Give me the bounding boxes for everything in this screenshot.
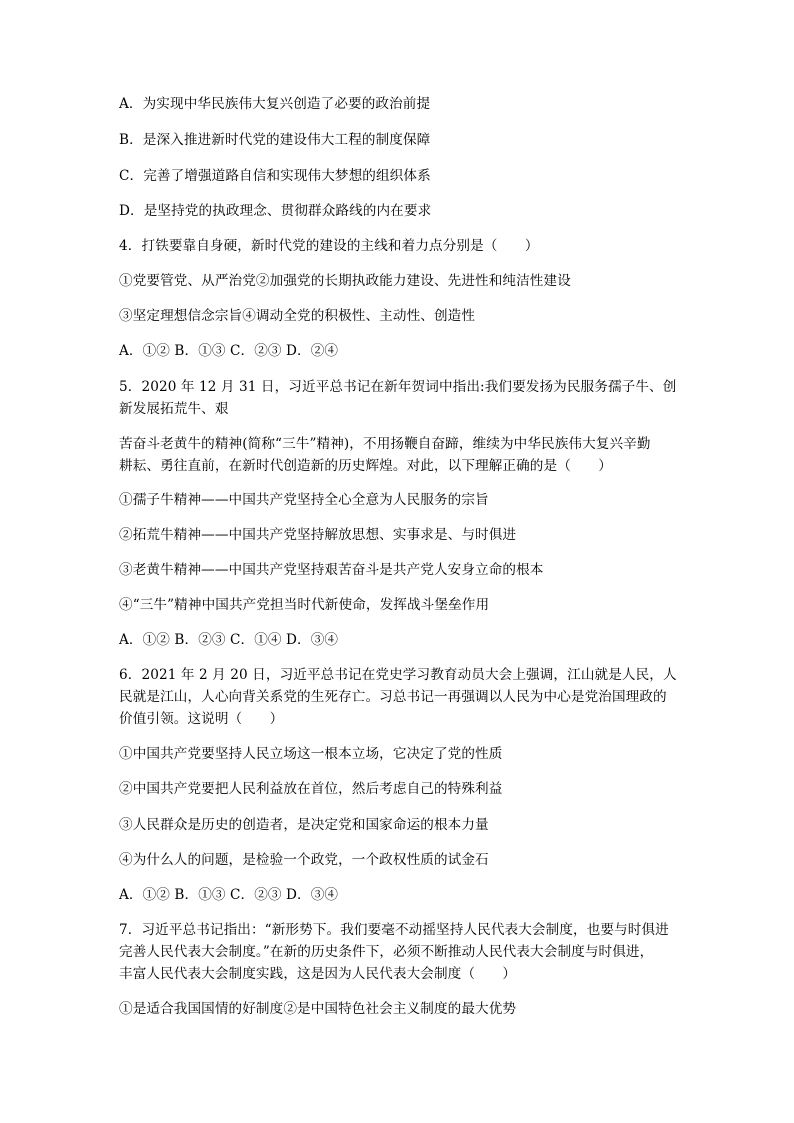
q3-option-a: A．为实现中华民族伟大复兴创造了必要的政治前提	[119, 96, 431, 112]
q6-options: A．①② B．①③ C．②③ D．③④	[119, 887, 339, 903]
q5-stem-line-1: 5．2020 年 12 月 31 日，习近平总书记在新年贺词中指出:我们要发扬为民服务孺子牛、创	[119, 379, 677, 395]
q6-stem-line-3: 价值引领。这说明（ ）	[119, 711, 284, 727]
q3-option-d: D．是坚持党的执政理念、贯彻群众路线的内在要求	[119, 203, 432, 219]
q6-stem-line-1: 6．2021 年 2 月 20 日，习近平总书记在党史学习教育动员大会上强调，江山就是人民，人	[119, 667, 677, 683]
q7-stem-line-3: 丰富人民代表大会制度实践，这是因为人民代表大会制度（ ）	[119, 966, 517, 982]
q3-option-b: B．是深入推进新时代党的建设伟大工程的制度保障	[119, 132, 431, 148]
q5-options: A．①② B．②③ C．①④ D．③④	[119, 632, 339, 648]
q4-options: A．①② B．①③ C．②③ D．②④	[119, 343, 339, 359]
q5-item-1: ①孺子牛精神——中国共产党坚持全心全意为人民服务的宗旨	[119, 492, 489, 508]
q5-item-2: ②拓荒牛精神——中国共产党坚持解放思想、实事求是、与时俱进	[119, 527, 517, 543]
q6-item-4: ④为什么人的问题，是检验一个政党，一个政权性质的试金石	[119, 852, 489, 868]
q5-stem-line-2: 新发展拓荒牛、艰	[119, 401, 229, 417]
q6-item-2: ②中国共产党要把人民利益放在首位，然后考虑自己的特殊利益	[119, 781, 503, 797]
q5-stem-line-3: 苦奋斗老黄牛的精神(简称“三牛”精神)，不用扬鞭自奋蹄，维续为中华民族伟大复兴辛勤	[119, 436, 651, 452]
q5-item-3: ③老黄牛精神——中国共产党坚持艰苦奋斗是共产党人安身立命的根本	[119, 562, 544, 578]
q6-stem-line-2: 民就是江山，人心向背关系党的生死存亡。习总书记一再强调以人民为中心是党治国理政的	[119, 689, 667, 705]
q7-stem-line-2: 完善人民代表大会制度。”在新的历史条件下，必须不断推动人民代表大会制度与时俱进，	[119, 944, 654, 960]
q7-items-line-1: ①是适合我国国情的好制度②是中国特色社会主义制度的最大优势	[119, 1001, 517, 1017]
q4-items-line-1: ①党要管党、从严治党②加强党的长期执政能力建设、先进性和纯洁性建设	[119, 273, 571, 289]
q4-items-line-2: ③坚定理想信念宗旨④调动全党的积极性、主动性、创造性	[119, 308, 476, 324]
q3-option-c: C．完善了增强道路自信和实现伟大梦想的组织体系	[119, 168, 431, 184]
q6-item-3: ③人民群众是历史的创造者，是决定党和国家命运的根本力量	[119, 817, 489, 833]
q4-stem: 4．打铁要靠自身硬，新时代党的建设的主线和着力点分别是（ ）	[119, 238, 539, 254]
q6-item-1: ①中国共产党要坚持人民立场这一根本立场，它决定了党的性质	[119, 746, 503, 762]
q7-stem-line-1: 7．习近平总书记指出：“新形势下。我们要毫不动摇坚持人民代表大会制度，也要与时俱进	[119, 922, 669, 938]
q5-item-4: ④“三牛”精神中国共产党担当时代新使命，发挥战斗堡垒作用	[119, 597, 490, 613]
q5-stem-line-4: 耕耘、勇往直前，在新时代创造新的历史辉煌。对此，以下理解正确的是（ ）	[119, 458, 612, 474]
